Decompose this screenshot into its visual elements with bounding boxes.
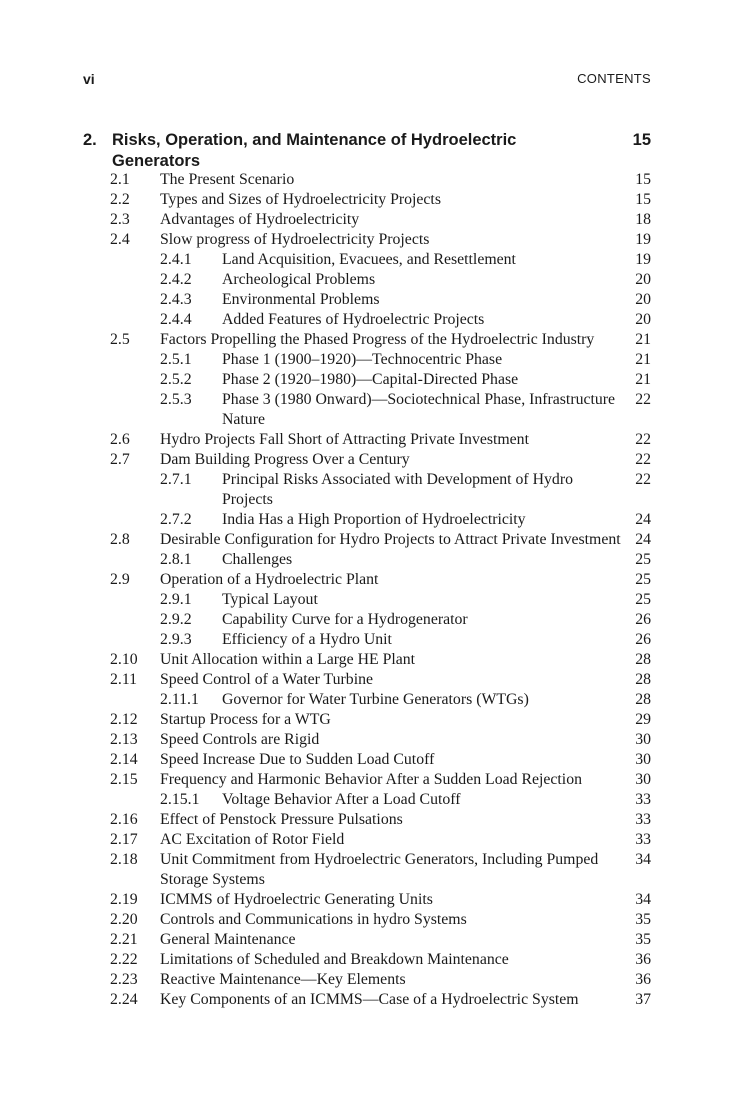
entry-title: Governor for Water Turbine Generators (WTGs) bbox=[222, 691, 529, 708]
entry-number: 2.8 bbox=[110, 531, 130, 548]
toc-entry bbox=[0, 550, 735, 570]
entry-title: Archeological Problems bbox=[222, 271, 376, 288]
toc-entry bbox=[0, 670, 735, 690]
entry-page: 21 bbox=[635, 351, 651, 368]
toc-entry bbox=[0, 350, 735, 370]
entry-title: Dam Building Progress Over a Century bbox=[160, 451, 410, 468]
chapter-title: Risks, Operation, and Maintenance of Hydroelectric Generators bbox=[112, 131, 517, 170]
entry-page: 26 bbox=[635, 631, 651, 648]
entry-number: 2.7.1 bbox=[160, 471, 192, 488]
toc-entry bbox=[0, 170, 735, 190]
entry-title: Limitations of Scheduled and Breakdown Maintenance bbox=[160, 951, 509, 968]
entry-page: 36 bbox=[635, 951, 651, 968]
entry-page: 20 bbox=[635, 311, 651, 328]
entry-title: AC Excitation of Rotor Field bbox=[160, 831, 345, 848]
entry-page: 30 bbox=[635, 731, 651, 748]
entry-page: 15 bbox=[635, 191, 651, 208]
entry-number: 2.4.1 bbox=[160, 251, 192, 268]
entry-page: 20 bbox=[635, 291, 651, 308]
toc-entry bbox=[0, 930, 735, 950]
entry-number: 2.15.1 bbox=[160, 791, 200, 808]
entry-number: 2.3 bbox=[110, 211, 130, 228]
toc-entry bbox=[0, 770, 735, 790]
toc-entry bbox=[0, 390, 735, 430]
toc-entry bbox=[0, 910, 735, 930]
entry-page: 25 bbox=[635, 571, 651, 588]
entry-page: 22 bbox=[635, 431, 651, 448]
entry-number: 2.8.1 bbox=[160, 551, 192, 568]
entry-title: Land Acquisition, Evacuees, and Resettlement bbox=[222, 251, 516, 268]
entry-page: 33 bbox=[635, 831, 651, 848]
entry-page: 20 bbox=[635, 271, 651, 288]
entry-page: 15 bbox=[635, 171, 651, 188]
entry-number: 2.11.1 bbox=[160, 691, 199, 708]
entry-page: 22 bbox=[635, 391, 651, 408]
entry-title: Principal Risks Associated with Development of Hydro Projects bbox=[222, 471, 573, 508]
toc-entry bbox=[0, 290, 735, 310]
toc-entry bbox=[0, 270, 735, 290]
toc-entry bbox=[0, 890, 735, 910]
entry-title: Controls and Communications in hydro Systems bbox=[160, 911, 467, 928]
toc-entry bbox=[0, 230, 735, 250]
entry-page: 25 bbox=[635, 551, 651, 568]
entry-title: ICMMS of Hydroelectric Generating Units bbox=[160, 891, 433, 908]
entry-number: 2.15 bbox=[110, 771, 138, 788]
toc-entry bbox=[0, 950, 735, 970]
entry-number: 2.2 bbox=[110, 191, 130, 208]
toc-entry bbox=[0, 470, 735, 510]
entry-page: 30 bbox=[635, 751, 651, 768]
entry-number: 2.5.2 bbox=[160, 371, 192, 388]
entry-title: Phase 3 (1980 Onward)—Sociotechnical Phase, Infrastructure Nature bbox=[222, 391, 616, 428]
entry-title: Speed Increase Due to Sudden Load Cutoff bbox=[160, 751, 435, 768]
toc-entry bbox=[0, 710, 735, 730]
entry-page: 28 bbox=[635, 671, 651, 688]
entry-number: 2.7 bbox=[110, 451, 130, 468]
entry-title: Phase 2 (1920–1980)—Capital-Directed Phase bbox=[222, 371, 519, 388]
entry-number: 2.7.2 bbox=[160, 511, 192, 528]
chapter-number: 2. bbox=[83, 131, 97, 149]
toc-entry bbox=[0, 450, 735, 470]
entry-number: 2.23 bbox=[110, 971, 138, 988]
toc-entry bbox=[0, 990, 735, 1010]
toc-entry bbox=[0, 630, 735, 650]
toc-entry bbox=[0, 330, 735, 350]
entry-title: Slow progress of Hydroelectricity Projects bbox=[160, 231, 430, 248]
entry-page: 19 bbox=[635, 231, 651, 248]
entry-number: 2.13 bbox=[110, 731, 138, 748]
entry-title: Key Components of an ICMMS—Case of a Hydroelectric System bbox=[160, 991, 579, 1008]
entry-page: 21 bbox=[635, 331, 651, 348]
toc-entry bbox=[0, 590, 735, 610]
entry-page: 35 bbox=[635, 911, 651, 928]
entry-page: 22 bbox=[635, 471, 651, 488]
entry-number: 2.22 bbox=[110, 951, 138, 968]
entry-title: India Has a High Proportion of Hydroelectricity bbox=[222, 511, 526, 528]
entry-page: 34 bbox=[635, 851, 651, 868]
entry-number: 2.24 bbox=[110, 991, 138, 1008]
entry-page: 21 bbox=[635, 371, 651, 388]
toc-entry bbox=[0, 810, 735, 830]
entry-number: 2.16 bbox=[110, 811, 138, 828]
entry-number: 2.9.3 bbox=[160, 631, 192, 648]
entry-page: 28 bbox=[635, 691, 651, 708]
entry-title: Phase 1 (1900–1920)—Technocentric Phase bbox=[222, 351, 503, 368]
entry-number: 2.18 bbox=[110, 851, 138, 868]
entry-number: 2.19 bbox=[110, 891, 138, 908]
entry-title: Reactive Maintenance—Key Elements bbox=[160, 971, 406, 988]
toc-entry bbox=[0, 830, 735, 850]
toc-entry bbox=[0, 750, 735, 770]
toc-entry bbox=[0, 690, 735, 710]
entry-title: Unit Commitment from Hydroelectric Generators, Including Pumped Storage Systems bbox=[160, 851, 599, 888]
entry-page: 25 bbox=[635, 591, 651, 608]
chapter-page: 15 bbox=[632, 131, 651, 149]
toc-entry bbox=[0, 730, 735, 750]
toc-entry bbox=[0, 210, 735, 230]
toc-entry bbox=[0, 310, 735, 330]
entry-number: 2.21 bbox=[110, 931, 138, 948]
entry-title: Hydro Projects Fall Short of Attracting Private Investment bbox=[160, 431, 529, 448]
entry-title: Added Features of Hydroelectric Projects bbox=[222, 311, 485, 328]
entry-number: 2.5.1 bbox=[160, 351, 192, 368]
entry-title: Unit Allocation within a Large HE Plant bbox=[160, 651, 416, 668]
entry-number: 2.11 bbox=[110, 671, 138, 688]
entry-number: 2.5.3 bbox=[160, 391, 192, 408]
entry-number: 2.4.4 bbox=[160, 311, 192, 328]
entry-title: Speed Controls are Rigid bbox=[160, 731, 320, 748]
entry-number: 2.10 bbox=[110, 651, 138, 668]
entry-title: Operation of a Hydroelectric Plant bbox=[160, 571, 379, 588]
entry-page: 24 bbox=[635, 531, 651, 548]
entry-number: 2.12 bbox=[110, 711, 138, 728]
entry-title: The Present Scenario bbox=[160, 171, 295, 188]
entry-number: 2.17 bbox=[110, 831, 138, 848]
running-head: CONTENTS bbox=[577, 71, 651, 86]
entry-title: Frequency and Harmonic Behavior After a Sudden Load Rejection bbox=[160, 771, 582, 788]
toc-entry bbox=[0, 850, 735, 890]
toc-entry bbox=[0, 570, 735, 590]
toc-list bbox=[0, 170, 735, 1010]
toc-entry bbox=[0, 430, 735, 450]
entry-number: 2.14 bbox=[110, 751, 138, 768]
toc-entry bbox=[0, 610, 735, 630]
entry-page: 24 bbox=[635, 511, 651, 528]
entry-number: 2.4.3 bbox=[160, 291, 192, 308]
entry-page: 35 bbox=[635, 931, 651, 948]
toc-entry bbox=[0, 250, 735, 270]
entry-title: Factors Propelling the Phased Progress of the Hydroelectric Industry bbox=[160, 331, 595, 348]
toc-entry bbox=[0, 970, 735, 990]
entry-number: 2.6 bbox=[110, 431, 130, 448]
entry-page: 29 bbox=[635, 711, 651, 728]
entry-number: 2.5 bbox=[110, 331, 130, 348]
entry-number: 2.20 bbox=[110, 911, 138, 928]
entry-title: Startup Process for a WTG bbox=[160, 711, 331, 728]
toc-entry bbox=[0, 790, 735, 810]
entry-number: 2.4.2 bbox=[160, 271, 192, 288]
entry-number: 2.9 bbox=[110, 571, 130, 588]
entry-number: 2.9.1 bbox=[160, 591, 192, 608]
toc-entry bbox=[0, 530, 735, 550]
entry-title: Desirable Configuration for Hydro Projects to Attract Private Investment bbox=[160, 531, 621, 548]
entry-page: 22 bbox=[635, 451, 651, 468]
entry-page: 33 bbox=[635, 811, 651, 828]
toc-entry bbox=[0, 650, 735, 670]
entry-title: Types and Sizes of Hydroelectricity Projects bbox=[160, 191, 441, 208]
entry-title: Efficiency of a Hydro Unit bbox=[222, 631, 392, 648]
entry-page: 36 bbox=[635, 971, 651, 988]
entry-page: 26 bbox=[635, 611, 651, 628]
entry-title: Typical Layout bbox=[222, 591, 318, 608]
entry-title: Challenges bbox=[222, 551, 293, 568]
entry-title: General Maintenance bbox=[160, 931, 296, 948]
toc-entry bbox=[0, 510, 735, 530]
entry-title: Speed Control of a Water Turbine bbox=[160, 671, 373, 688]
entry-page: 33 bbox=[635, 791, 651, 808]
toc-entry bbox=[0, 370, 735, 390]
entry-title: Environmental Problems bbox=[222, 291, 380, 308]
entry-page: 18 bbox=[635, 211, 651, 228]
entry-title: Advantages of Hydroelectricity bbox=[160, 211, 360, 228]
entry-page: 30 bbox=[635, 771, 651, 788]
entry-title: Voltage Behavior After a Load Cutoff bbox=[222, 791, 461, 808]
entry-title: Capability Curve for a Hydrogenerator bbox=[222, 611, 468, 628]
entry-number: 2.1 bbox=[110, 171, 130, 188]
entry-page: 34 bbox=[635, 891, 651, 908]
entry-number: 2.4 bbox=[110, 231, 130, 248]
entry-title: Effect of Penstock Pressure Pulsations bbox=[160, 811, 403, 828]
page-folio: vi bbox=[83, 71, 95, 87]
toc-entry bbox=[0, 190, 735, 210]
entry-number: 2.9.2 bbox=[160, 611, 192, 628]
entry-page: 37 bbox=[635, 991, 651, 1008]
entry-page: 28 bbox=[635, 651, 651, 668]
entry-page: 19 bbox=[635, 251, 651, 268]
